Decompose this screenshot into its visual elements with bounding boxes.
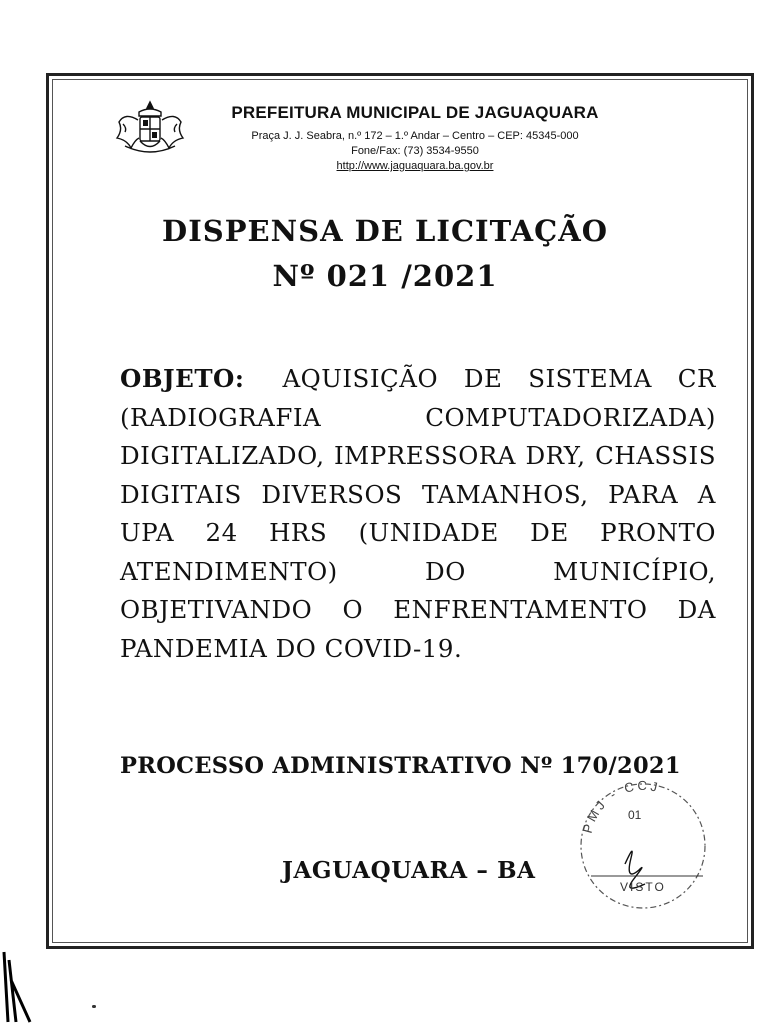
scan-edge-mark [0, 950, 40, 1024]
stamp-page-number: 01 [628, 808, 642, 822]
municipality-address: Praça J. J. Seabra, n.º 172 – 1.º Andar – Centro – CEP: 45345-000 [251, 130, 579, 142]
approval-stamp [563, 772, 719, 918]
process-number: PROCESSO ADMINISTRATIVO Nº 170/2021 [120, 753, 681, 779]
municipality-phone: Fone/Fax: (73) 3534-9550 [351, 145, 479, 157]
city-location: JAGUAQUARA – BA [282, 857, 536, 884]
stamp-bottom-text: VISTO [620, 880, 666, 894]
object-label: OBJETO: [120, 364, 245, 393]
stamp-top-text: PMJ - CCJ [579, 777, 662, 835]
municipality-name: PREFEITURA MUNICIPAL DE JAGUAQUARA [231, 103, 599, 122]
document-number: Nº 021 /2021 [272, 259, 498, 293]
document-title: DISPENSA DE LICITAÇÃO [162, 214, 608, 248]
municipality-website-link[interactable]: http://www.jaguaquara.ba.gov.br [336, 160, 494, 172]
object-paragraph [120, 360, 716, 668]
object-text: AQUISIÇÃO DE SISTEMA CR (RADIOGRAFIA COMPUTADORIZADA) DIGITALIZADO, IMPRESSORA DRY, CHASSIS DIGITAIS DIVERSOS TAMANHOS, PARA A UPA 24 HRS (UNIDADE DE PRONTO ATENDIMENTO) DO MUNICÍPIO, OBJETIVANDO O ENFRENTAMENTO DA PANDEMIA DO COVID-19. [120, 364, 716, 663]
scan-speck [92, 1005, 96, 1008]
